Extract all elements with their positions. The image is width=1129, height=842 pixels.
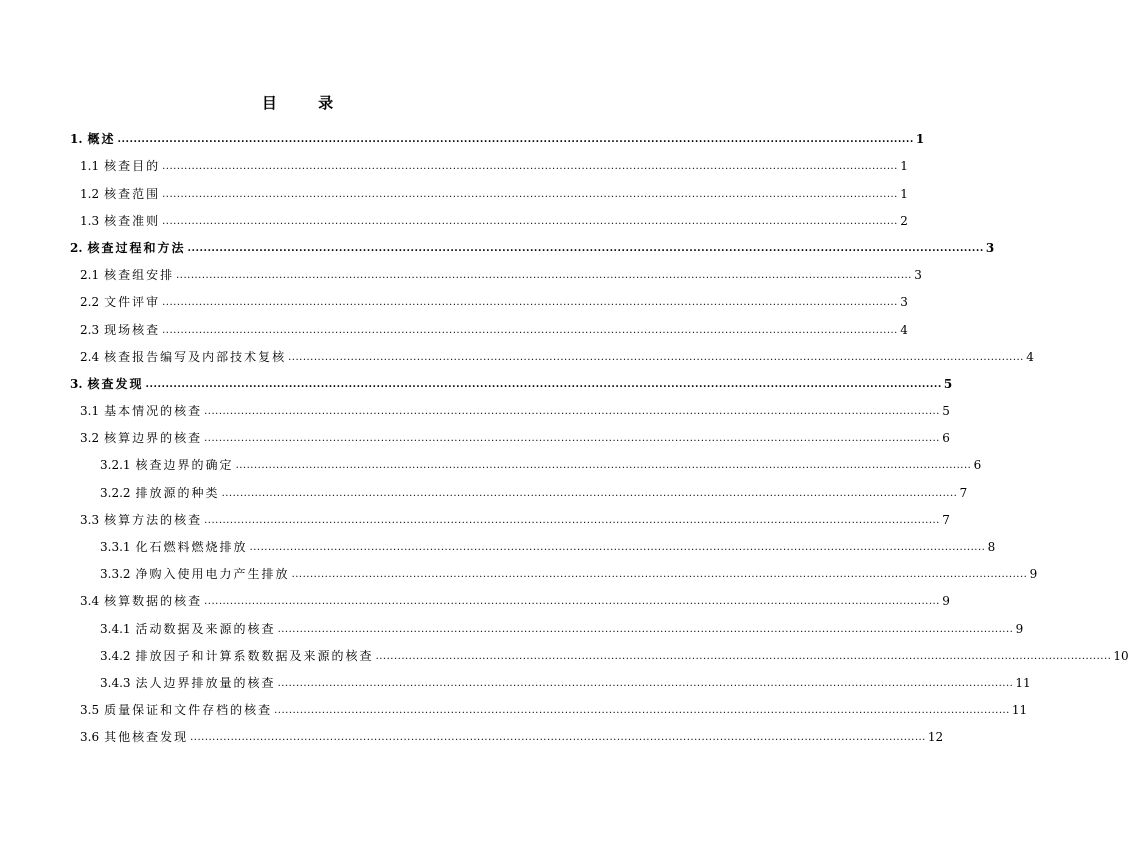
toc-entry[interactable]	[70, 337, 1034, 364]
toc-entry-number: 3.2.1	[100, 458, 131, 473]
toc-entry-label: 净购入使用电力产生排放	[135, 567, 290, 582]
dot-leader: ........................................................................................................................................................................................................	[288, 351, 1024, 363]
toc-entry-page-number: 9	[942, 594, 950, 609]
toc-entry[interactable]	[70, 146, 908, 174]
toc-entry-number: 3.1	[80, 404, 100, 419]
toc-entry-number: 2.1	[80, 268, 100, 283]
toc-entry-page-number: 9	[1029, 567, 1038, 582]
toc-entry[interactable]	[70, 472, 968, 500]
toc-entry-number: 3.2	[80, 431, 100, 446]
toc-entry-label: 核查范围	[104, 186, 161, 201]
dot-leader: ........................................................................................................................................................................................................	[277, 677, 1014, 689]
toc-entry-number: 3.4.1	[100, 621, 131, 636]
toc-entry[interactable]	[70, 527, 996, 554]
dot-leader: ........................................................................................................................................................................................................	[221, 487, 958, 499]
toc-entry[interactable]	[70, 282, 908, 310]
toc-entry-number: 3.3.2	[100, 567, 131, 582]
toc-entry[interactable]	[70, 309, 908, 337]
toc-entry-number: 3.4.3	[100, 675, 131, 690]
toc-entry-page-number: 6	[942, 431, 950, 446]
toc-entry-number: 3.	[70, 376, 83, 391]
dot-leader: ........................................................................................................................................................................................................	[117, 134, 914, 146]
dot-leader: ........................................................................................................................................................................................................	[204, 406, 940, 418]
toc-entry-number: 3.4.2	[100, 648, 131, 663]
toc-title: 目 录	[261, 94, 352, 112]
toc-entry-number: 3.2.2	[100, 485, 131, 500]
dot-leader: ........................................................................................................................................................................................................	[291, 569, 1028, 581]
dot-leader: ........................................................................................................................................................................................................	[375, 650, 1112, 662]
toc-entry[interactable]	[70, 201, 908, 228]
toc-entry-label: 化石燃料燃烧排放	[135, 540, 248, 554]
toc-entry-label: 核查组安排	[104, 268, 175, 283]
toc-entry-page-number: 2	[900, 213, 908, 228]
toc-entry-page-number: 10	[1113, 648, 1129, 663]
toc-entry-page-number: 3	[900, 295, 908, 310]
toc-entry-label: 核查目的	[104, 159, 161, 174]
dot-leader: ........................................................................................................................................................................................................	[162, 188, 898, 200]
toc-entry-number: 3.5	[80, 703, 100, 718]
toc-entry-page-number: 8	[987, 540, 996, 554]
toc-entry-label: 质量保证和文件存档的核查	[104, 703, 273, 718]
dot-leader: ........................................................................................................................................................................................................	[190, 732, 926, 744]
toc-entry[interactable]	[70, 364, 953, 391]
toc-entry-number: 2.3	[80, 322, 100, 337]
toc-entry[interactable]	[70, 391, 950, 419]
toc-entry-label: 核查边界的确定	[135, 458, 234, 473]
dot-leader: ........................................................................................................................................................................................................	[274, 705, 1010, 717]
toc-entry[interactable]	[70, 663, 1031, 690]
toc-entry-label: 核算数据的核查	[104, 594, 203, 609]
dot-leader: ........................................................................................................................................................................................................	[187, 242, 984, 254]
toc-entry[interactable]	[70, 717, 944, 745]
dot-leader: ........................................................................................................................................................................................................	[162, 297, 898, 309]
toc-entry-page-number: 12	[927, 730, 944, 745]
toc-entry-page-number: 1	[915, 132, 925, 147]
toc-entry[interactable]	[70, 418, 950, 446]
toc-entry[interactable]	[70, 636, 1129, 663]
toc-entry-label: 核查过程和方法	[87, 240, 186, 255]
dot-leader: ........................................................................................................................................................................................................	[204, 596, 940, 608]
toc-entry-page-number: 4	[900, 322, 908, 337]
toc-entry-number: 3.3	[80, 512, 100, 527]
dot-leader: ........................................................................................................................................................................................................	[277, 623, 1014, 635]
toc-entry-label: 活动数据及来源的核查	[135, 621, 276, 636]
toc-entry[interactable]	[70, 500, 950, 527]
toc-entry-page-number: 6	[973, 458, 982, 473]
table-of-contents	[70, 119, 1129, 745]
toc-entry-number: 2.2	[80, 295, 100, 310]
toc-entry-number: 2.4	[80, 349, 100, 364]
toc-entry-number: 1.2	[80, 186, 100, 201]
dot-leader: ........................................................................................................................................................................................................	[162, 215, 898, 227]
toc-entry[interactable]	[70, 173, 908, 201]
toc-entry-page-number: 11	[1015, 675, 1031, 690]
toc-entry-page-number: 9	[1015, 621, 1024, 636]
toc-entry-label: 现场核查	[104, 322, 161, 337]
toc-entry-label: 核算方法的核查	[104, 512, 203, 527]
toc-entry-label: 核查报告编写及内部技术复核	[104, 349, 287, 364]
dot-leader: ........................................................................................................................................................................................................	[204, 514, 940, 526]
toc-entry-label: 排放因子和计算系数数据及来源的核查	[135, 648, 374, 663]
toc-entry-page-number: 5	[943, 376, 953, 391]
toc-entry-number: 1.1	[80, 159, 100, 174]
toc-entry[interactable]	[70, 119, 925, 147]
toc-entry-label: 文件评审	[104, 295, 161, 310]
dot-leader: ........................................................................................................................................................................................................	[162, 161, 898, 173]
toc-entry-label: 核查准则	[104, 213, 161, 228]
dot-leader: ........................................................................................................................................................................................................	[162, 324, 898, 336]
toc-entry-page-number: 1	[900, 159, 908, 174]
toc-entry-page-number: 7	[942, 512, 950, 527]
toc-entry[interactable]	[70, 690, 1028, 718]
toc-entry[interactable]	[70, 255, 922, 283]
toc-entry-page-number: 5	[942, 404, 950, 419]
toc-entry-page-number: 3	[985, 240, 995, 255]
toc-entry-page-number: 1	[900, 186, 908, 201]
toc-entry-number: 1.	[70, 132, 83, 147]
toc-entry[interactable]	[70, 608, 1024, 636]
toc-entry-number: 2.	[70, 240, 83, 255]
toc-entry-label: 核查发现	[87, 376, 144, 391]
toc-entry[interactable]	[70, 554, 1038, 582]
toc-entry-number: 1.3	[80, 213, 100, 228]
toc-entry-label: 排放源的种类	[135, 485, 220, 500]
toc-entry-label: 其他核查发现	[104, 730, 189, 745]
toc-entry[interactable]	[70, 445, 982, 473]
toc-entry[interactable]	[70, 228, 995, 255]
dot-leader: ........................................................................................................................................................................................................	[176, 270, 912, 282]
toc-entry-page-number: 4	[1026, 349, 1034, 364]
dot-leader: ........................................................................................................................................................................................................	[249, 542, 986, 553]
toc-entry-number: 3.3.1	[100, 540, 131, 554]
toc-entry-label: 基本情况的核查	[104, 404, 203, 419]
toc-entry-label: 核算边界的核查	[104, 431, 203, 446]
toc-entry-page-number: 7	[959, 485, 968, 500]
toc-entry-page-number: 3	[914, 268, 922, 283]
dot-leader: ........................................................................................................................................................................................................	[145, 378, 942, 390]
dot-leader: ........................................................................................................................................................................................................	[235, 460, 972, 472]
toc-entry-page-number: 11	[1011, 703, 1028, 718]
toc-entry-number: 3.6	[80, 730, 100, 745]
toc-entry-number: 3.4	[80, 594, 100, 609]
dot-leader: ........................................................................................................................................................................................................	[204, 433, 940, 445]
toc-entry-label: 概述	[87, 132, 116, 147]
toc-entry[interactable]	[70, 581, 950, 609]
toc-entry-label: 法人边界排放量的核查	[135, 675, 276, 690]
